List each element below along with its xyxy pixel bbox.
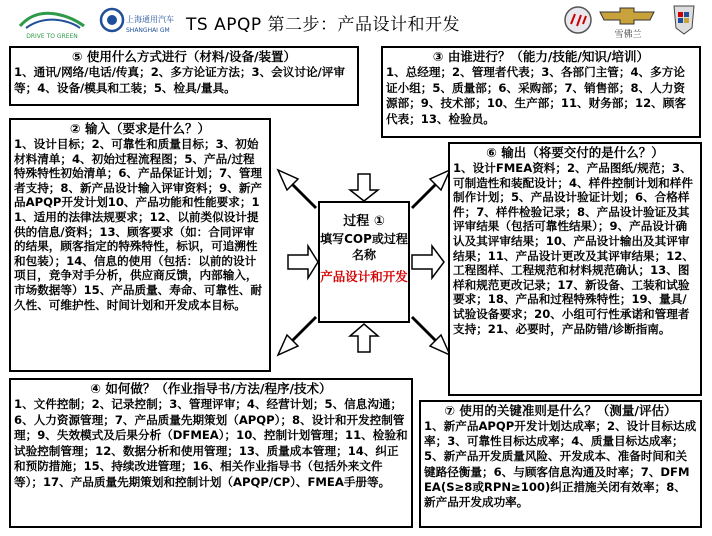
chevrolet-icon xyxy=(600,8,654,24)
box-outputs-title: ⑥ 输出（将要交付的是什么？） xyxy=(486,145,664,160)
box-how-body: 1、文件控制；2、记录控制；3、管理评审；4、经营计划；5、信息沟通；6、人力资源管理；7、产品质量先期策划（APQP）；8、设计和开发控制管理；9、失效模式及后果分析（DFMEA）；10、控制计划管理；11、检验和试验控制管理；12、数据分析和使用管理；13、质量成本管理；14、纠正和预防措施；15、持续改进管理；16、相关作业指导书（包括外来文件等）；17、产品质量先期策划和控制计划（APQP/CP）、FMEA手册等。 xyxy=(14,397,408,489)
box-inputs xyxy=(9,118,271,372)
process-name: 产品设计和开发 xyxy=(320,269,408,284)
box-who-body: 1、总经理；2、管理者代表；3、各部门主管；4、多方论证小组；5、质量部；6、采购部；7、销售部；8、人力资源部；9、技术部；10、生产部；11、财务部；12、顾客代表；13、检验员。 xyxy=(386,65,686,126)
arrow-top-right xyxy=(412,170,450,208)
header-bar xyxy=(0,0,712,44)
box-criteria xyxy=(419,400,702,528)
arrow-top-center xyxy=(350,174,378,201)
arrow-right xyxy=(412,246,444,278)
process-name-hint: 填写COP或过程名称 xyxy=(320,232,408,262)
box-resources xyxy=(9,46,359,106)
cadillac-icon xyxy=(674,6,694,34)
process-number: 过程 ① xyxy=(343,214,385,229)
svg-text:DRIVE TO GREEN: DRIVE TO GREEN xyxy=(26,33,78,40)
box-criteria-title: ⑦ 使用的关键准则是什么？（测量/评估） xyxy=(444,403,677,418)
box-resources-body: 1、通讯/网络/电话/传真；2、多方论证方法；3、会议讨论/评审等；4、设备/模具和工装；5、检具/量具。 xyxy=(14,65,345,95)
svg-text:SHANGHAI GM: SHANGHAI GM xyxy=(126,27,170,34)
drive-to-green-logo xyxy=(12,6,92,40)
arrow-left xyxy=(288,246,318,278)
arrow-bottom-right xyxy=(412,317,450,355)
svg-text:雪佛兰: 雪佛兰 xyxy=(614,30,642,40)
box-inputs-title: ② 输入（要求是什么？） xyxy=(70,121,210,136)
box-outputs xyxy=(448,142,702,396)
box-inputs-body: 1、设计目标；2、可靠性和质量目标；3、初始材料清单；4、初始过程流程图；5、产品/过程特殊特性初始清单；6、产品保证计划；7、管理者支持；8、新产品设计输入评审资料；9、新产品APQP开发计划10、产品功能和性能要求；11、适用的法律法规要求；12、以前类似设计提供的信息/资料；13、顾客要求（如：合同评审的结果，顾客指定的特殊特性，标识，可追溯性和包装）；14、信息的使用（包括：以前的设计项目，竞争对手分析，供应商反馈，内部输入，市场数据等）15、产品质量、寿命、可靠性、耐久性、可维护性、时间计划和开发成本目标。 xyxy=(14,137,263,312)
shanghai-gm-logo xyxy=(98,6,174,40)
arrow-bottom-center xyxy=(350,324,378,352)
gm-brand-logos xyxy=(562,2,708,42)
box-who-title: ③ 由谁进行？（能力/技能/知识/培训） xyxy=(432,49,650,64)
box-how-title: ④ 如何做？（作业指导书/方法/程序/技术） xyxy=(90,381,332,396)
arrow-top-left xyxy=(278,170,316,208)
box-who xyxy=(381,46,701,138)
arrow-bottom-left xyxy=(278,317,316,355)
svg-text:上海通用汽车: 上海通用汽车 xyxy=(126,15,174,24)
box-how xyxy=(9,378,413,528)
box-criteria-body: 1、新产品APQP开发计划达成率；2、设计目标达成率；3、可靠性目标达成率；4、质量目标达成率；5、新产品开发质量风险、开发成本、准备时间和关键路径衡量；6、与顾客信息沟通及时率；7、DFMEA(S≥8或RPN≥100)纠正措施关闭有效率；8、新产品开发成功率。 xyxy=(424,419,697,510)
process-box xyxy=(318,201,410,323)
box-resources-title: ⑤ 使用什么方式进行（材料/设备/装置） xyxy=(71,49,297,64)
page-title: TS APQP 第二步：产品设计和开发 xyxy=(186,15,460,35)
buick-icon xyxy=(565,7,591,33)
box-outputs-body: 1、设计FMEA资料；2、产品图纸/规范；3、可制造性和装配设计；4、样件控制计划和样件制作计划；5、产品设计验证计划；6、合格样件；7、样件检验记录；8、产品设计验证及其评审结果（包括可靠性结果）；9、产品设计确认及其评审结果；10、产品设计输出及其评审结果；11、产品设计更改及其评审结果；12、工程图样、工程规范和材料规范确认；13、图样和规范更改记录；17、新设备、工装和试验要求；18、产品和过程特殊特性；19、量具/试验设备要求；20、小组可行性承诺和管理者支持；21、必要时，产品防错/诊断指南。 xyxy=(453,161,694,336)
